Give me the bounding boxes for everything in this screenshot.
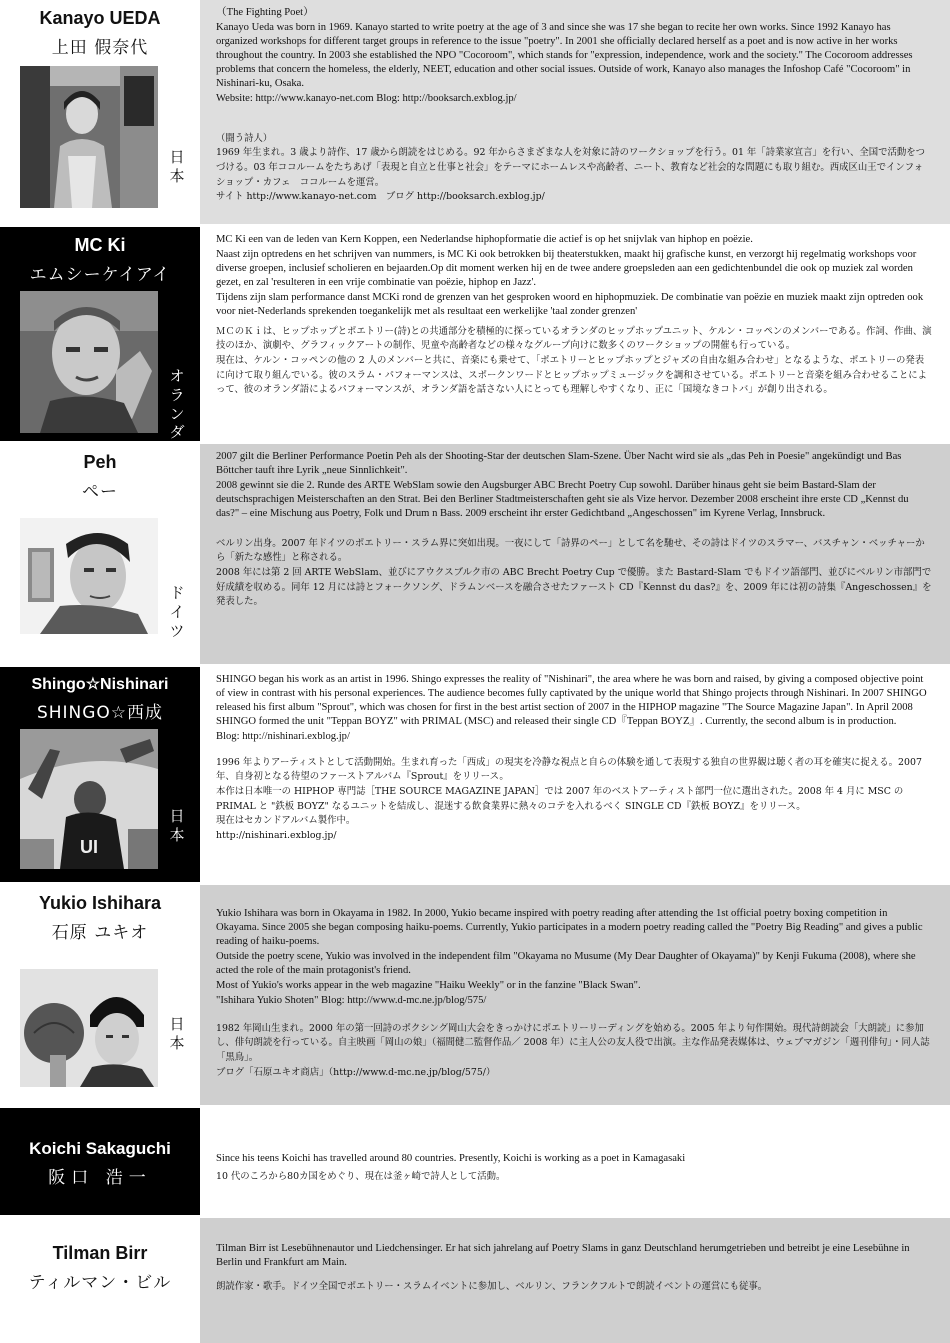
poet-sidebar: [0, 227, 200, 441]
poet-name-ja: 石原 ユキオ: [51, 922, 149, 943]
bio-ja: [216, 1170, 932, 1185]
bio-ja-para: ベルリン出身。2007 年ドイツのポエトリー・スラム界に突如出現。一夜にして「詩界のペー」として名を馳せ、その詩はドイツのスラマー、バスチャン・ベッチャーから「新たな感性」と称される。: [216, 537, 925, 564]
bio-ja: [216, 132, 932, 205]
poet-name-ja: ペー: [82, 481, 118, 502]
poet-name-en: MC Ki: [74, 235, 126, 255]
bio-ja: [216, 1280, 932, 1295]
poet-bio: [200, 0, 950, 224]
poet-bio: [200, 885, 950, 1105]
poet-name-ja: エムシーケイアイ: [29, 264, 171, 285]
poet-bio: [200, 1108, 950, 1215]
poet-row-shingo-nishinari: [0, 667, 950, 882]
poet-name-en: Yukio Ishihara: [38, 893, 162, 913]
poet-row-yukio-ishihara: [0, 885, 950, 1105]
bio-en-para: Since his teens Koichi has travelled around 80 countries. Presently, Koichi is working as a poet in Kamagasaki: [216, 1153, 686, 1164]
bio-ja: [216, 1022, 932, 1080]
poet-bio: [200, 667, 950, 882]
bio-ja: [216, 325, 932, 398]
poet-sidebar: [0, 667, 200, 882]
poet-name-ja: SHINGO☆西成: [36, 702, 164, 723]
poet-country: 日本: [169, 807, 185, 844]
bio-ja-para: 朗読作家・歌手。ドイツ全国でポエトリー・スラムイベントに参加し、ベルリン、フランクフルトで朗読イベントの運営にも従事。: [216, 1280, 768, 1292]
poet-name-ja: ティルマン・ビル: [28, 1272, 172, 1293]
poet-row-mc-ki: [0, 227, 950, 441]
poet-photo: [20, 969, 158, 1087]
bio-ja-para: ＭＣのＫｉは、ヒップホップとポエトリー(詩)との共通部分を積極的に探っているオランダのヒップホップユニット、ケルン・コッペンのメンバーである。作詞、作曲、演技のほか、演劇や、グラフィックアートの制作、児童や高齢者などの様々なグループ向けに数多くのワークショップの開催も行っている。: [216, 325, 932, 352]
poet-photo: [20, 518, 158, 634]
bio-en-para: Tilman Birr ist Lesebühnenautor und Liedchensinger. Er hat sich jahrelang auf Poetry Slams in ganz Deutschland herumgetrieben und betreibt je eine Lesebühne in Berlin und Frankfurt am Main.: [216, 1243, 910, 1268]
bio-ja-para: サイト http://www.kanayo-net.com ブログ http://booksarch.exblog.jp/: [216, 191, 545, 203]
bio-ja-para: 2008 年には第 2 回 ARTE WebSlam、並びにアウクスブルク市の ABC Brecht Poetry Cup で優勝。また Bastard-Slam でもドイツ語部門、並びにベルリン市部門で好成績を収める。同年 12 月には詩とフォークソング、ドラムンベースを融合させたファースト CD『Kennst du das?』を、2009 年には初の詩集『Angeschossen』を発表した。: [216, 567, 932, 608]
poet-sidebar: [0, 885, 200, 1105]
bio-en-para: Naast zijn optredens en het schrijven van nummers, is MC Ki ook betrokken bij theaterstukken, maakt hij grafische kunst, en verzorgt hij regelmatig workshops voor diverse groepen, inclusief scholieren en bejaarden.Op dit moment werken hij en de twee andere groepsleden aan een gedichtenbundel die ook op muziek zal worden gezet, en zal 'resulteren in een vrije combinatie van poëzie, hiphop en Jazz'.: [216, 248, 917, 288]
svg-text:UI: UI: [80, 837, 98, 857]
poet-photo: [20, 291, 158, 433]
poet-name-en: Peh: [83, 452, 117, 472]
bio-ja: [216, 537, 932, 610]
poet-name-en: Kanayo UEDA: [39, 8, 161, 28]
bio-en-para: Most of Yukio's works appear in the web magazine "Haiku Weekly" or in the fanzine "Black Swan".: [216, 979, 641, 991]
bio-en-para: "Ishihara Yukio Shoten" Blog: http://www.d-mc.ne.jp/blog/575/: [216, 994, 487, 1006]
bio-ja-para: 本作は日本唯一の HIPHOP 専門誌［THE SOURCE MAGAZINE JAPAN］では 2007 年のベストアーティスト部門一位に選出された。2008 年 4 月に MSC の PRIMAL と "鉄板 BOYZ" なるユニットを結成し、混迷する飲食業界に熱々のコテを入れるべく SINGLE CD『鉄板 BOYZ』をリリース。: [216, 786, 904, 812]
poet-sidebar: [0, 1108, 200, 1215]
bio-en-para: SHINGO began his work as an artist in 1996. Shingo expresses the reality of "Nishinari", the area where he was born and raised, by giving a composed objective point of view in contrast with his personal experiences. The audience becomes fully captivated by the unique world that Shingo projects through Nishinari. In 2007 SHINGO released his first album "Sprout", which was chosen for first in the best artist section of 2007 in the HIPHOP magazine "The Source Magazine Japan". In April 2008 SHINGO formed the unit "Teppan BOYZ" with PRIMAL (MSC) and released their single CD『Teppan BOYZ』. Currently, the second album is in production.: [216, 674, 927, 727]
bio-en-para: MC Ki een van de leden van Kern Koppen, een Nederlandse hiphopformatie die actief is op het snijvlak van hiphop en poëzie.: [216, 234, 753, 245]
poet-row-peh: [0, 444, 950, 664]
poet-row-kanayo-ueda: [0, 0, 950, 224]
bio-ja-para: 現在は、ケルン・コッペンの他の 2 人のメンバーと共に、音楽にも乗せて、「ポエトリーとヒップホップとジャズの自由な組み合わせ」となるような、ポエトリーの発表に向けて取り組んでいる。彼のスラム・パフォーマンスは、スポークンワードとヒップホップミュージックを調和させている。ポエトリーと音楽を組み合わせることによって、彼のオランダ語によるパフォーマンスが、オランダ語を話さない人にとっても理解しやすくなり、正に「国境なきコトバ」が創り出される。: [216, 354, 928, 396]
poet-country: ドイツ: [169, 584, 185, 640]
poet-row-koichi-sakaguchi: [0, 1108, 950, 1215]
poet-name-en: Koichi Sakaguchi: [29, 1139, 171, 1158]
bio-ja-para: 10 代のころから80カ国をめぐり、現在は釜ヶ崎で詩人として活動。: [216, 1170, 506, 1182]
poet-bio: [200, 444, 950, 664]
bio-en-para: Yukio Ishihara was born in Okayama in 1982. In 2000, Yukio became inspired with poetry reading after attending the 1st official poetry boxing competition in Okayama. Since 2005 she began composing haiku-poems. Currently, Yukio participates in a modern poetry reading called the "Poetry Big Reading" and gives a public reading of haiku-poems.: [216, 908, 923, 947]
poet-row-tilman-birr: [0, 1218, 950, 1343]
poet-sidebar: [0, 1218, 200, 1343]
bio-ja-para: http://nishinari.exblog.jp/: [216, 829, 337, 841]
poet-country: 日本: [169, 1015, 185, 1052]
bio-en-para: Website: http://www.kanayo-net.com Blog: http://booksarch.exblog.jp/: [216, 92, 517, 104]
poet-country: オランダ: [169, 367, 185, 442]
bio-ja-para: ブログ「石原ユキオ商店」（http://www.d-mc.ne.jp/blog/575/）: [216, 1066, 496, 1078]
bio-en-para: Kanayo Ueda was born in 1969. Kanayo started to write poetry at the age of 3 and since she was 17 she began to recite her own works. Since 1992 Kanayo has organized workshops for different target groups in reference to the issue "poetry". In 2001 she officially declared herself as a poet and is now active in her works throughout the country. In 2003 she established the NPO "Cocoroom", which stands for "expression, independence, work and the society." The Cocoroom addresses problems that concern the homeless, the elderly, NEET, education and other social issues. Outside of work, Kanayo also manages the Infoshop Café "Cocoroom" in Nishinari-ku, Osaka.: [216, 21, 913, 89]
poet-sidebar: [0, 444, 200, 664]
bio-en-para: Outside the poetry scene, Yukio was involved in the independent film "Okayama no Musume (My Dear Daughter of Okayama)" by Kenji Fukuma (2008), where she acted the role of the main protagonist's friend.: [216, 950, 916, 976]
poet-name-en: Shingo☆Nishinari: [31, 676, 169, 693]
bio-ja: [216, 756, 932, 843]
bio-en-para: 2008 gewinnt sie die 2. Runde des ARTE WebSlam sowie den Augsburger ABC Brecht Poetry Cup sowohl. Darüber hinaus geht sie beim Bastard-Slam der deutschsprachigen Meisterschaften an den Strat. Bei den Berliner Stadtmeisterschaften geht sie als Vize hervor. Dezember 2008 erscheint ihre erste CD „Kennst du das?" – eine Mischung aus Poetry, Folk und Drum n Bass. 2009 erscheint ihr erster Gedichtband „Angeschossen" im Kyrene Verlag, Innsbruck.: [216, 479, 909, 519]
bio-en-para: Tijdens zijn slam performance danst MCKi rond de grenzen van het gesproken woord en hiphopmuziek. De combinatie van poëzie en muziek maakt zijn optreden ook voor niet-Nederlands sprekenden toegankelijk met als resultaat een werkelijke 'taal zonder grenzen': [216, 291, 924, 317]
bio-en-para: Blog: http://nishinari.exblog.jp/: [216, 730, 350, 742]
bio-ja-para: 現在はセカンドアルバム製作中。: [216, 815, 356, 827]
bio-en-para: 2007 gilt die Berliner Performance Poetin Peh als der Shooting-Star der deutschen Slam-Szene. Über Nacht wird sie als „das Peh in Poesie" angekündigt und Bas Böttcher tauft ihre Lyrik „neue Sinnlichkeit".: [216, 451, 902, 476]
bio-en-para: （The Fighting Poet）: [216, 7, 314, 18]
bio-ja-para: 1982 年岡山生まれ。2000 年の第一回詩のボクシング岡山大会をきっかけにポエトリーリーディングを始める。2005 年より句作開始。現代詩朗読会「大朗読」に参加し、俳句朗読を行っている。自主映画「岡山の娘」（福間健二監督作品／ 2008 年）に主人公の友人役で出演。主な作品発表媒体は、ウェブマガジン「週刊俳句」・同人誌「黒鳥」。: [216, 1022, 930, 1063]
poet-name-ja: 上田 假奈代: [51, 37, 149, 58]
poet-name-en: Tilman Birr: [52, 1243, 148, 1263]
poet-bio: [200, 1218, 950, 1343]
bio-ja-para: （闘う詩人）: [216, 132, 273, 144]
poet-photo: [20, 66, 158, 208]
poet-bio: [200, 227, 950, 441]
poet-sidebar: [0, 0, 200, 224]
poet-photo: [20, 729, 158, 869]
bio-ja-para: 1969 年生まれ。3 歳より詩作、17 歳から朗読をはじめる。92 年からさまざまな人を対象に詩のワークショップを行う。01 年「詩業家宣言」を行い、全国で活動をつづける。03 年ココルームをたちあげ「表現と自立と仕事と社会」をテーマにホームレスや高齢者、ニート、教育など社会的な問題にも取り組む。西成区山王でインフォショップ・カフェ ココルームを運営。: [216, 147, 926, 188]
poet-name-ja: 阪口 浩一: [48, 1167, 152, 1188]
poet-country: 日本: [169, 148, 185, 185]
bio-ja-para: 1996 年よりアーティストとして活動開始。生まれ育った「西成」の現実を冷静な視点と自らの体験を通して表現する独自の世界観は聴く者の耳を確実に捉える。2007 年、自身初となる待望のファーストアルバム『Sprout』をリリース。: [216, 756, 922, 783]
